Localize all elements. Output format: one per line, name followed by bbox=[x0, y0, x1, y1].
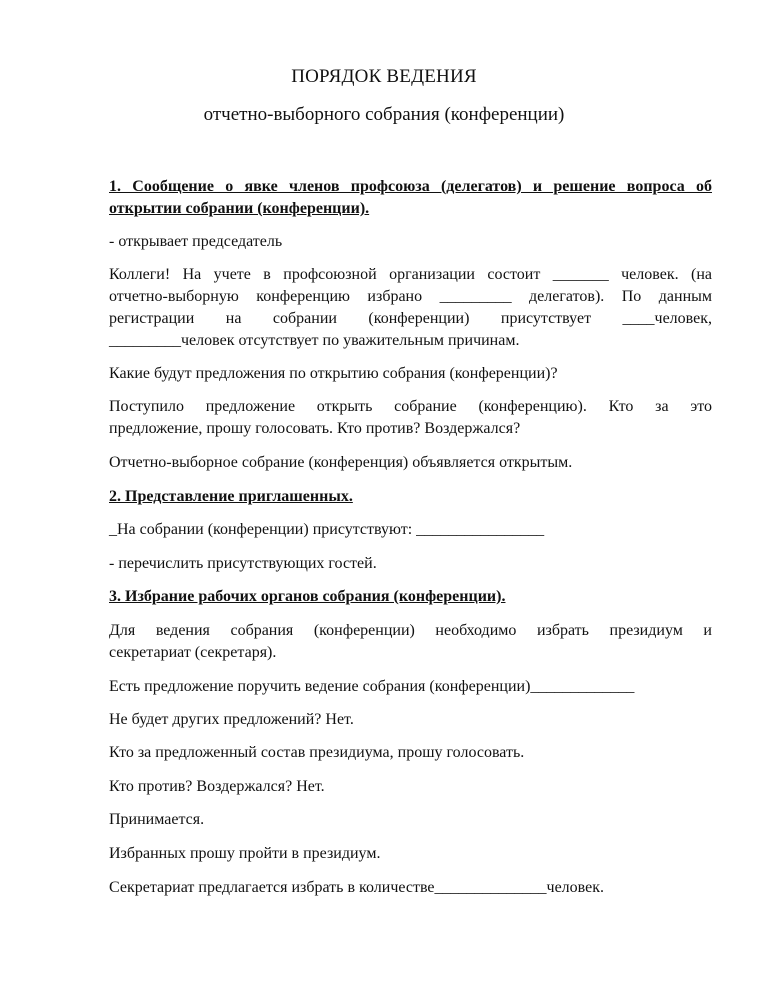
paragraph-line: Поступило предложение открыть собрание (конференцию). Кто за это bbox=[109, 398, 712, 415]
section-2-paragraph-1: _На собрании (конференции) присутствуют: ________________ bbox=[109, 521, 545, 538]
section-1-opener: - открывает председатель bbox=[109, 233, 283, 250]
section-1-heading-line-2: открытии собрании (конференции). bbox=[109, 200, 370, 217]
section-1-paragraph-3 bbox=[109, 396, 712, 440]
section-3-paragraph-1 bbox=[109, 620, 712, 664]
section-3-paragraph-4: Кто за предложенный состав президиума, прошу голосовать. bbox=[109, 744, 525, 761]
section-2-heading: 2. Представление приглашенных. bbox=[109, 488, 353, 505]
section-3-paragraph-3: Не будет других предложений? Нет. bbox=[109, 711, 354, 728]
section-3-paragraph-5: Кто против? Воздержался? Нет. bbox=[109, 778, 325, 795]
paragraph-line: предложение, прошу голосовать. Кто против? Воздержался? bbox=[109, 420, 521, 437]
section-3-paragraph-7: Избранных прошу пройти в президиум. bbox=[109, 845, 381, 862]
section-3-paragraph-2: Есть предложение поручить ведение собрания (конференции)_____________ bbox=[109, 678, 635, 695]
section-1-paragraph-1 bbox=[109, 264, 712, 352]
paragraph-line: регистрации на собрании (конференции) присутствует ____человек, bbox=[109, 310, 712, 327]
section-3-paragraph-8: Секретариат предлагается избрать в количестве______________человек. bbox=[109, 879, 604, 896]
paragraph-line: отчетно-выборную конференцию избрано _________ делегатов). По данным bbox=[109, 288, 712, 305]
section-3-paragraph-6: Принимается. bbox=[109, 811, 205, 828]
section-1-paragraph-4: Отчетно-выборное собрание (конференция) объявляется открытым. bbox=[109, 454, 573, 471]
section-1-paragraph-2: Какие будут предложения по открытию собрания (конференции)? bbox=[109, 365, 558, 382]
section-1-heading-line-1: 1. Сообщение о явке членов профсоюза (делегатов) и решение вопроса об bbox=[109, 178, 712, 195]
document-title: ПОРЯДОК ВЕДЕНИЯ bbox=[291, 66, 477, 87]
paragraph-line: секретариат (секретаря). bbox=[109, 644, 277, 661]
paragraph-line: _________человек отсутствует по уважительным причинам. bbox=[109, 332, 520, 349]
section-1-heading bbox=[109, 176, 712, 220]
section-2-paragraph-2: - перечислить присутствующих гостей. bbox=[109, 555, 377, 572]
document-subtitle: отчетно-выборного собрания (конференции) bbox=[203, 104, 565, 125]
paragraph-line: Коллеги! На учете в профсоюзной организации состоит _______ человек. (на bbox=[109, 266, 712, 283]
section-3-heading: 3. Избрание рабочих органов собрания (конференции). bbox=[109, 588, 506, 605]
paragraph-line: Для ведения собрания (конференции) необходимо избрать президиум и bbox=[109, 622, 712, 639]
